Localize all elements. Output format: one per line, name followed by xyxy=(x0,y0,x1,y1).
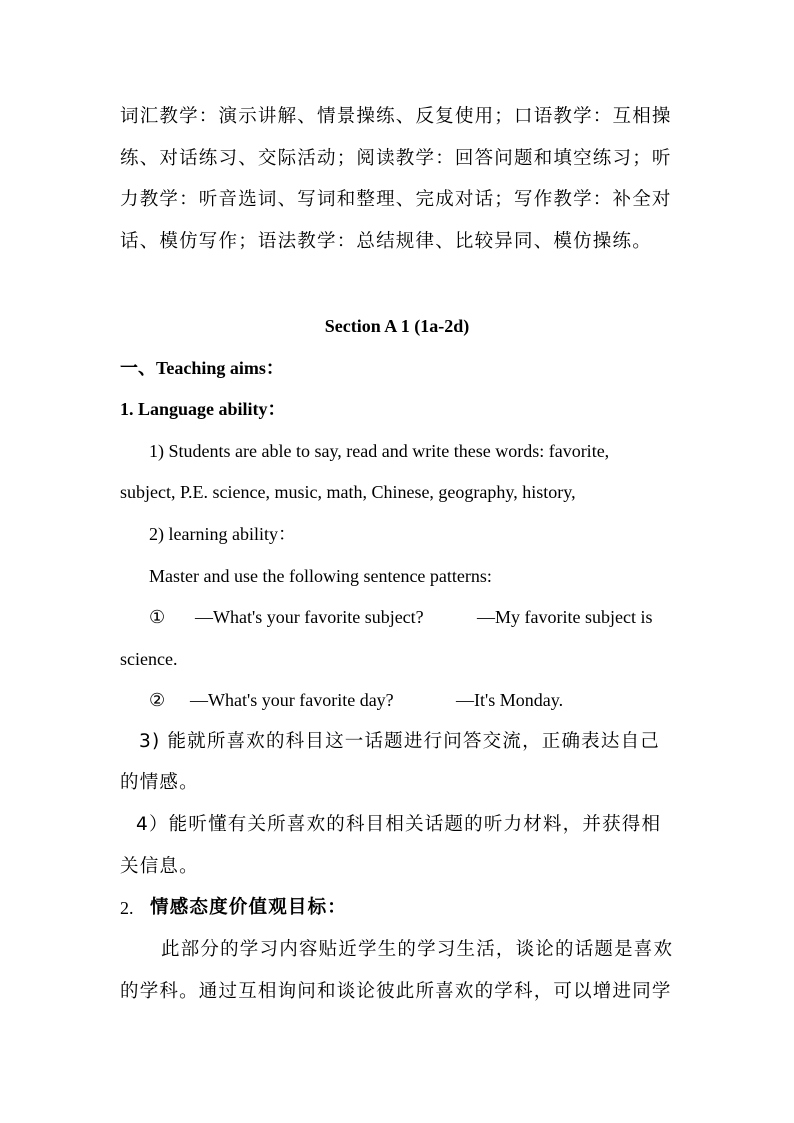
intro-line-4: 话、模仿写作；语法教学：总结规律、比较异同、模仿操练。 xyxy=(120,231,652,252)
pattern-2-question: —What's your favorite day? xyxy=(190,690,394,710)
master-sentence-patterns: Master and use the following sentence patterns: xyxy=(149,566,492,586)
emotion-line-2: 的学科。通过互相询问和谈论彼此所喜欢的学科，可以增进同学 xyxy=(120,981,672,1002)
item-3-line-2: 的情感。 xyxy=(120,772,199,793)
teaching-aims-heading xyxy=(120,356,284,381)
emotion-heading: 情感态度价值观目标： xyxy=(150,897,348,918)
item-1-line-2: subject, P.E. science, music, math, Chinese, geography, history, xyxy=(120,482,576,502)
section-title: Section A 1 (1a-2d) xyxy=(324,316,470,336)
pattern-2-answer: —It's Monday. xyxy=(456,690,564,710)
item-1-line-1: 1) Students are able to say, read and write these words: favorite, xyxy=(149,441,610,461)
emotion-heading-number: 2. xyxy=(120,898,134,918)
intro-line-3: 力教学：听音选词、写词和整理、完成对话；写作教学：补全对 xyxy=(120,189,672,210)
language-ability-heading: 1. Language ability： xyxy=(120,399,286,419)
teaching-aims-heading-text: 一、Teaching aims： xyxy=(120,358,284,378)
item-4-line-1: 4）能听懂有关所喜欢的科目相关话题的听力材料，并获得相 xyxy=(136,814,662,835)
pattern-1-answer: —My favorite subject is xyxy=(477,607,653,627)
pattern-2-number: ② xyxy=(149,690,166,710)
pattern-1-question: —What's your favorite subject? xyxy=(195,607,424,627)
item-2-learning-ability: 2) learning ability： xyxy=(149,524,296,544)
pattern-1-number: ① xyxy=(149,607,166,627)
pattern-1-continuation: science. xyxy=(120,649,178,669)
intro-line-1: 词汇教学：演示讲解、情景操练、反复使用；口语教学：互相操 xyxy=(120,106,672,127)
item-3-line-1: 3) 能就所喜欢的科目这一话题进行问答交流，正确表达自己 xyxy=(139,731,660,752)
intro-line-2: 练、对话练习、交际活动；阅读教学：回答问题和填空练习；听 xyxy=(120,148,672,169)
item-4-line-2: 关信息。 xyxy=(120,856,199,877)
emotion-line-1: 此部分的学习内容贴近学生的学习生活，谈论的话题是喜欢 xyxy=(161,939,674,960)
